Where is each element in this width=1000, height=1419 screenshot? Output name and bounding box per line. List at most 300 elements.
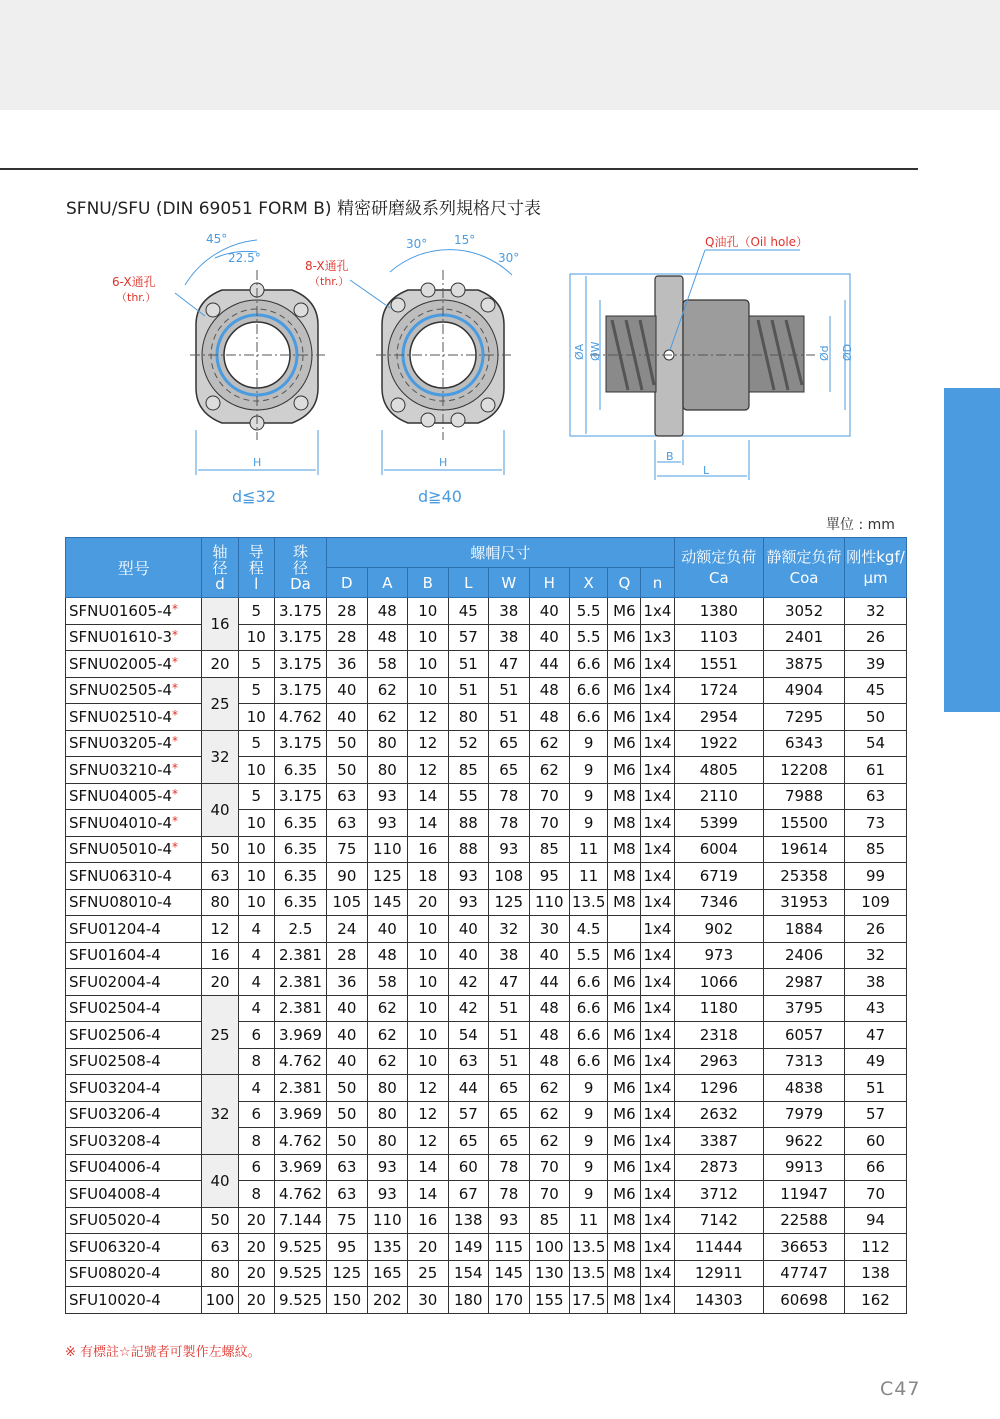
cell-k: 60 [845,1128,907,1155]
table-row [66,1101,907,1128]
cell-q: M6 [608,651,641,678]
table-row [66,783,907,810]
model-cell [66,783,202,810]
model-cell [66,836,202,863]
table-row [66,1128,907,1155]
cell-h: 85 [529,836,569,863]
cell-b: 12 [408,757,448,784]
cell-h: 155 [529,1287,569,1314]
cell-l: 55 [448,783,488,810]
cell-n: 1x4 [641,1128,674,1155]
lead-cell: 8 [238,1128,274,1155]
model-cell [66,624,202,651]
cell-h: 48 [529,677,569,704]
cell-q: M6 [608,598,641,625]
cell-da: 2.381 [274,995,326,1022]
cell-w: 78 [489,810,529,837]
lead-cell: 6 [238,1154,274,1181]
model-cell [66,863,202,890]
header-lead-label: 导程 [248,542,264,577]
cell-a: 93 [367,1181,407,1208]
oil-hole-label: Q油孔（Oil hole） [705,235,809,249]
cell-n: 1x4 [641,704,674,731]
cell-coa: 2406 [764,942,845,969]
header-shaft [202,538,238,598]
cell-w: 38 [489,598,529,625]
table-row [66,1022,907,1049]
cell-w: 47 [489,651,529,678]
side-dim-W: ØW [589,341,602,361]
cell-d: 75 [327,836,367,863]
table-row [66,704,907,731]
cell-k: 50 [845,704,907,731]
cell-a: 62 [367,704,407,731]
cell-x: 9 [570,1181,608,1208]
cell-da: 3.969 [274,1101,326,1128]
cell-ca: 2963 [674,1048,764,1075]
cell-n: 1x4 [641,1154,674,1181]
left-angle-1: 45° [206,232,228,246]
cell-coa: 22588 [764,1207,845,1234]
cell-n: 1x4 [641,677,674,704]
cell-a: 165 [367,1260,407,1287]
cell-coa: 6057 [764,1022,845,1049]
cell-b: 14 [408,810,448,837]
mid-dim-H: H [439,456,448,469]
cell-n: 1x4 [641,757,674,784]
cell-d: 50 [327,1075,367,1102]
cell-a: 62 [367,677,407,704]
lead-cell: 5 [238,598,274,625]
cell-q: M6 [608,1181,641,1208]
cell-coa: 11947 [764,1181,845,1208]
cell-d: 63 [327,1154,367,1181]
page-number: C47 [880,1378,921,1400]
cell-x: 9 [570,1101,608,1128]
left-thread-mark: * [172,654,179,669]
cell-coa: 2401 [764,624,845,651]
cell-n: 1x4 [641,1048,674,1075]
cell-h: 44 [529,651,569,678]
cell-a: 93 [367,1154,407,1181]
model-name: SFNU03210-4 [69,760,173,779]
cell-coa: 4838 [764,1075,845,1102]
header-lead-symbol: l [254,574,259,593]
header-nut-col: H [529,568,569,598]
model-name: SFU06320-4 [69,1237,161,1256]
cell-b: 10 [408,677,448,704]
cell-x: 9 [570,1075,608,1102]
cell-b: 12 [408,730,448,757]
cell-w: 115 [489,1234,529,1261]
cell-ca: 2110 [674,783,764,810]
cell-x: 4.5 [570,916,608,943]
model-cell [66,1207,202,1234]
cell-h: 110 [529,889,569,916]
cell-q [608,916,641,943]
left-holes-sub: （thr.） [116,291,157,304]
model-name: SFU08020-4 [69,1264,161,1283]
left-thread-mark: * [172,760,179,775]
cell-n: 1x4 [641,730,674,757]
table-row [66,1260,907,1287]
cell-ca: 5399 [674,810,764,837]
cell-coa: 25358 [764,863,845,890]
cell-h: 62 [529,1101,569,1128]
cell-b: 16 [408,1207,448,1234]
table-row [66,651,907,678]
cell-x: 6.6 [570,1022,608,1049]
cell-q: M8 [608,836,641,863]
cell-n: 1x4 [641,889,674,916]
cell-a: 110 [367,1207,407,1234]
cell-l: 60 [448,1154,488,1181]
model-cell [66,1022,202,1049]
mid-angle-3: 30° [498,251,520,265]
model-cell [66,916,202,943]
cell-d: 40 [327,1048,367,1075]
cell-ca: 14303 [674,1287,764,1314]
model-name: SFNU03205-4 [69,734,173,753]
cell-ca: 1296 [674,1075,764,1102]
cell-q: M8 [608,1207,641,1234]
cell-a: 48 [367,942,407,969]
cell-a: 80 [367,757,407,784]
cell-q: M8 [608,783,641,810]
header-lead [238,538,274,598]
cell-coa: 60698 [764,1287,845,1314]
model-cell [66,730,202,757]
cell-x: 11 [570,836,608,863]
cell-q: M6 [608,730,641,757]
cell-d: 95 [327,1234,367,1261]
model-name: SFU10020-4 [69,1290,161,1309]
cell-k: 45 [845,677,907,704]
lead-cell: 5 [238,730,274,757]
left-thread-mark: * [172,734,179,749]
cell-w: 145 [489,1260,529,1287]
cell-x: 5.5 [570,942,608,969]
cell-x: 6.6 [570,704,608,731]
header-nut-dims: 螺帽尺寸 [327,538,674,568]
table-row [66,1287,907,1314]
cell-ca: 902 [674,916,764,943]
footnote: ※ 有標註☆記號者可製作左螺紋。 [65,1345,261,1360]
lead-cell: 8 [238,1181,274,1208]
cell-ca: 1551 [674,651,764,678]
cell-q: M8 [608,1260,641,1287]
cell-a: 62 [367,1048,407,1075]
header-rule [0,168,918,170]
cell-k: 85 [845,836,907,863]
model-cell [66,651,202,678]
cell-x: 11 [570,863,608,890]
table-row [66,1181,907,1208]
lead-cell: 5 [238,677,274,704]
cell-da: 3.175 [274,730,326,757]
model-cell [66,1101,202,1128]
ball-nut-drawing [0,225,900,515]
cell-k: 32 [845,942,907,969]
lead-cell: 4 [238,995,274,1022]
cell-a: 202 [367,1287,407,1314]
cell-d: 28 [327,624,367,651]
cell-x: 9 [570,783,608,810]
cell-d: 63 [327,1181,367,1208]
cell-h: 85 [529,1207,569,1234]
mid-flange-view [305,233,519,506]
cell-n: 1x4 [641,1207,674,1234]
cell-da: 4.762 [274,704,326,731]
cell-da: 9.525 [274,1234,326,1261]
table-row [66,677,907,704]
cell-l: 51 [448,651,488,678]
left-holes-label: 6-X通孔 [112,275,156,289]
model-name: SFU05020-4 [69,1211,161,1230]
cell-n: 1x3 [641,624,674,651]
cell-b: 18 [408,863,448,890]
cell-coa: 36653 [764,1234,845,1261]
shaft-dia-cell: 50 [202,836,238,863]
lead-cell: 4 [238,942,274,969]
model-cell [66,1234,202,1261]
cell-coa: 7295 [764,704,845,731]
model-name: SFNU08010-4 [69,893,173,912]
cell-l: 154 [448,1260,488,1287]
lead-cell: 4 [238,916,274,943]
cell-da: 2.381 [274,1075,326,1102]
cell-n: 1x4 [641,836,674,863]
cell-k: 66 [845,1154,907,1181]
shaft-dia-cell: 40 [202,783,238,836]
cell-d: 40 [327,704,367,731]
model-name: SFU02506-4 [69,1025,161,1044]
model-name: SFU03204-4 [69,1078,161,1097]
left-thread-mark: * [172,628,179,643]
cell-k: 47 [845,1022,907,1049]
cell-w: 51 [489,995,529,1022]
cell-k: 26 [845,624,907,651]
cell-k: 49 [845,1048,907,1075]
cell-da: 6.35 [274,863,326,890]
shaft-dia-cell: 32 [202,730,238,783]
cell-l: 57 [448,1101,488,1128]
cell-x: 6.6 [570,995,608,1022]
cell-q: M8 [608,1287,641,1314]
lead-cell: 5 [238,651,274,678]
shaft-dia-cell: 50 [202,1207,238,1234]
header-model: 型号 [66,538,202,598]
cell-ca: 2954 [674,704,764,731]
cell-h: 40 [529,624,569,651]
model-name: SFNU01605-4 [69,601,173,620]
cell-l: 63 [448,1048,488,1075]
cell-da: 2.381 [274,942,326,969]
cell-da: 3.175 [274,651,326,678]
cell-coa: 9913 [764,1154,845,1181]
cell-ca: 1180 [674,995,764,1022]
cell-k: 38 [845,969,907,996]
cell-b: 12 [408,704,448,731]
page-title: SFNU/SFU (DIN 69051 FORM B) 精密研磨級系列規格尺寸表 [66,199,541,219]
shaft-dia-cell: 25 [202,677,238,730]
model-name: SFNU04005-4 [69,787,173,806]
cell-a: 58 [367,969,407,996]
cell-da: 4.762 [274,1048,326,1075]
cell-k: 61 [845,757,907,784]
cell-x: 13.5 [570,889,608,916]
cell-ca: 2632 [674,1101,764,1128]
cell-k: 73 [845,810,907,837]
cell-da: 6.35 [274,836,326,863]
cell-ca: 7142 [674,1207,764,1234]
cell-n: 1x4 [641,1234,674,1261]
left-thread-mark: * [172,840,179,855]
cell-da: 3.175 [274,677,326,704]
cell-w: 65 [489,1075,529,1102]
cell-da: 3.969 [274,1022,326,1049]
header-nut-col: A [367,568,407,598]
cell-b: 16 [408,836,448,863]
cell-ca: 7346 [674,889,764,916]
table-row [66,863,907,890]
table-row [66,730,907,757]
lead-cell: 6 [238,1022,274,1049]
cell-b: 20 [408,1234,448,1261]
cell-b: 10 [408,1022,448,1049]
cell-w: 108 [489,863,529,890]
table-row [66,889,907,916]
cell-d: 50 [327,1101,367,1128]
cell-ca: 11444 [674,1234,764,1261]
cell-n: 1x4 [641,1022,674,1049]
cell-ca: 2318 [674,1022,764,1049]
cell-n: 1x4 [641,969,674,996]
model-name: SFNU05010-4 [69,840,173,859]
left-angle-2: 22.5° [228,251,261,265]
cell-w: 38 [489,942,529,969]
header-nut-col: X [570,568,608,598]
cell-h: 70 [529,1154,569,1181]
cell-a: 48 [367,624,407,651]
cell-a: 62 [367,995,407,1022]
cell-da: 6.35 [274,810,326,837]
side-dim-B: B [666,450,674,463]
cell-k: 39 [845,651,907,678]
cell-h: 30 [529,916,569,943]
cell-k: 94 [845,1207,907,1234]
header-dyn-load: 动额定负荷Ca [674,538,764,598]
shaft-dia-cell: 20 [202,969,238,996]
table-row [66,1234,907,1261]
cell-w: 51 [489,1022,529,1049]
cell-h: 95 [529,863,569,890]
table-row [66,624,907,651]
model-name: SFU01204-4 [69,919,161,938]
lead-cell: 20 [238,1287,274,1314]
model-name: SFU04008-4 [69,1184,161,1203]
cell-a: 80 [367,1101,407,1128]
cell-h: 48 [529,704,569,731]
cell-coa: 6343 [764,730,845,757]
cell-ca: 1103 [674,624,764,651]
model-cell [66,889,202,916]
cell-l: 93 [448,863,488,890]
header-ball-symbol: Da [290,574,311,593]
cell-x: 9 [570,757,608,784]
cell-ca: 1380 [674,598,764,625]
cell-a: 80 [367,1128,407,1155]
lead-cell: 20 [238,1260,274,1287]
cell-d: 40 [327,677,367,704]
cell-x: 6.6 [570,677,608,704]
cell-n: 1x4 [641,810,674,837]
cell-a: 80 [367,730,407,757]
cell-k: 138 [845,1260,907,1287]
cell-k: 51 [845,1075,907,1102]
cell-w: 93 [489,1207,529,1234]
cell-x: 9 [570,810,608,837]
lead-cell: 4 [238,1075,274,1102]
cell-h: 62 [529,730,569,757]
cell-x: 9 [570,1154,608,1181]
cell-h: 40 [529,942,569,969]
cell-coa: 7979 [764,1101,845,1128]
shaft-dia-cell: 20 [202,651,238,678]
mid-angle-1: 30° [406,237,428,251]
side-dim-A: ØA [573,343,586,360]
cell-w: 51 [489,704,529,731]
cell-da: 9.525 [274,1260,326,1287]
cell-ca: 1922 [674,730,764,757]
cell-a: 48 [367,598,407,625]
table-row [66,969,907,996]
cell-w: 170 [489,1287,529,1314]
cell-q: M8 [608,863,641,890]
cell-n: 1x4 [641,1101,674,1128]
cell-ca: 1724 [674,677,764,704]
cell-b: 10 [408,598,448,625]
cell-n: 1x4 [641,1287,674,1314]
header-static-load: 静额定负荷 Coa [764,538,845,598]
cell-ca: 3387 [674,1128,764,1155]
cell-l: 88 [448,810,488,837]
model-name: SFNU02505-4 [69,681,173,700]
model-cell [66,969,202,996]
cell-k: 70 [845,1181,907,1208]
model-cell [66,995,202,1022]
cell-b: 14 [408,1154,448,1181]
cell-w: 125 [489,889,529,916]
cell-w: 32 [489,916,529,943]
cell-x: 5.5 [570,598,608,625]
cell-l: 42 [448,995,488,1022]
cell-b: 12 [408,1128,448,1155]
cell-l: 44 [448,1075,488,1102]
table-row [66,1075,907,1102]
cell-k: 99 [845,863,907,890]
cell-q: M6 [608,677,641,704]
lead-cell: 10 [238,863,274,890]
side-dim-L: L [703,464,710,477]
cell-k: 162 [845,1287,907,1314]
cell-w: 93 [489,836,529,863]
spec-table [65,537,907,1314]
cell-w: 65 [489,730,529,757]
cell-d: 50 [327,757,367,784]
lead-cell: 10 [238,836,274,863]
cell-a: 62 [367,1022,407,1049]
